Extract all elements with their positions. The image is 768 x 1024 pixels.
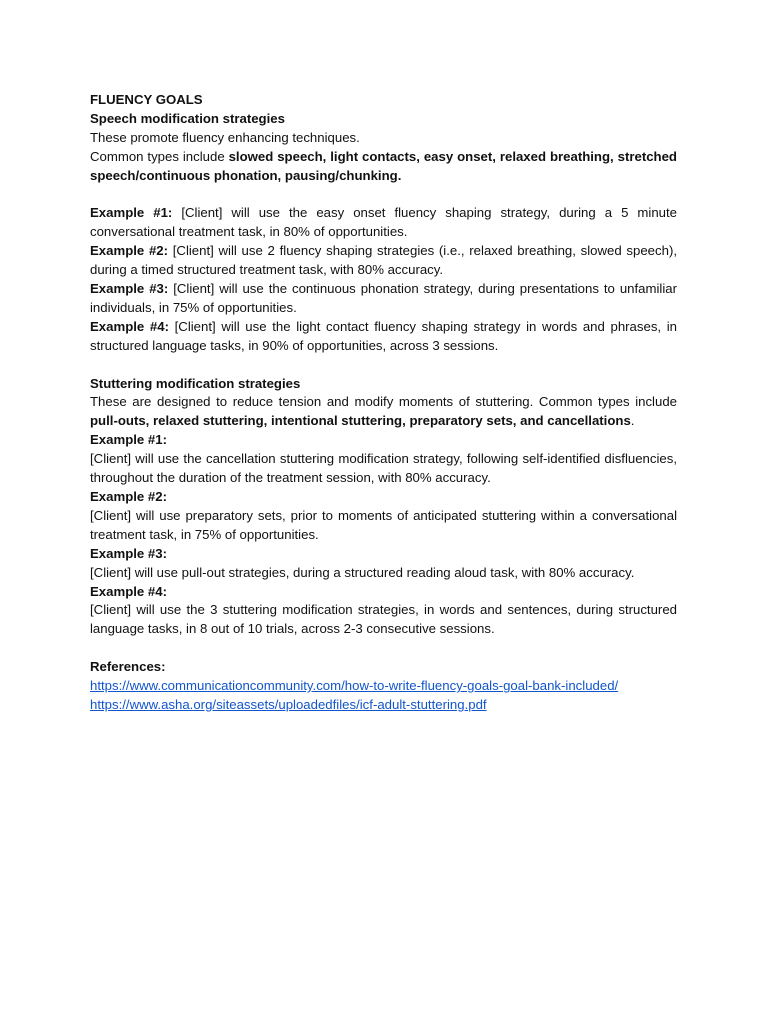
spacer bbox=[90, 356, 677, 375]
speech-types: Common types include slowed speech, light contacts, easy onset, relaxed breathing, stretched speech/continuous phonation, pausing/chunking. bbox=[90, 148, 677, 183]
references-heading: References: bbox=[90, 659, 166, 675]
stuttering-example-3-text: [Client] will use pull-out strategies, during a structured reading aloud task, with 80% accuracy. bbox=[90, 564, 635, 580]
document-title: FLUENCY GOALS bbox=[90, 92, 203, 107]
reference-link-1-line bbox=[90, 677, 677, 696]
stuttering-example-2-label: Example #2: bbox=[90, 489, 167, 504]
stuttering-example-1-text: [Client] will use the cancellation stuttering modification strategy, following self-identified disfluencies, throughout the duration of the treatment session, with 80% accuracy. bbox=[90, 451, 677, 486]
stuttering-section-heading: Stuttering modification strategies bbox=[90, 375, 301, 391]
stuttering-example-1-label: Example #1: bbox=[90, 432, 167, 448]
spacer bbox=[90, 639, 677, 658]
speech-example-2: Example #2: [Client] will use 2 fluency shaping strategies (i.e., relaxed breathing, slowed speech), during a timed structured treatment task, with 80% accuracy. bbox=[90, 243, 677, 278]
spacer bbox=[90, 186, 677, 205]
reference-link-1[interactable]: https://www.communicationcommunity.com/how-to-write-fluency-goals-goal-bank-included/ bbox=[90, 678, 619, 694]
speech-section-heading: Speech modification strategies bbox=[90, 110, 285, 126]
speech-example-3: Example #3: [Client] will use the continuous phonation strategy, during presentations to unfamiliar individuals, in 75% of opportunities. bbox=[90, 281, 677, 315]
stuttering-example-3-label: Example #3: bbox=[90, 545, 167, 561]
speech-example-1: Example #1: [Client] will use the easy onset fluency shaping strategy, during a 5 minute conversational treatment task, in 80% of opportunities. bbox=[90, 205, 678, 240]
stuttering-intro: These are designed to reduce tension and modify moments of stuttering. Common types include pull-outs, relaxed stuttering, intentional stuttering, preparatory sets, and cancellations. bbox=[90, 394, 677, 429]
speech-intro: These promote fluency enhancing techniques. bbox=[90, 129, 360, 145]
stuttering-example-2-text: [Client] will use preparatory sets, prior to moments of anticipated stuttering within a conversational treatment task, in 75% of opportunities. bbox=[90, 507, 677, 542]
stuttering-example-4-text: [Client] will use the 3 stuttering modification strategies, in words and sentences, during structured language tasks, in 8 out of 10 trials, across 2-3 consecutive sessions. bbox=[90, 602, 677, 637]
speech-example-4: Example #4: [Client] will use the light contact fluency shaping strategy in words and phrases, in structured language tasks, in 90% of opportunities, across 3 sessions. bbox=[90, 318, 677, 353]
stuttering-example-4-label: Example #4: bbox=[90, 583, 167, 599]
reference-link-2[interactable]: https://www.asha.org/siteassets/uploadedfiles/icf-adult-stuttering.pdf bbox=[90, 696, 487, 712]
reference-link-2-line bbox=[90, 696, 677, 715]
